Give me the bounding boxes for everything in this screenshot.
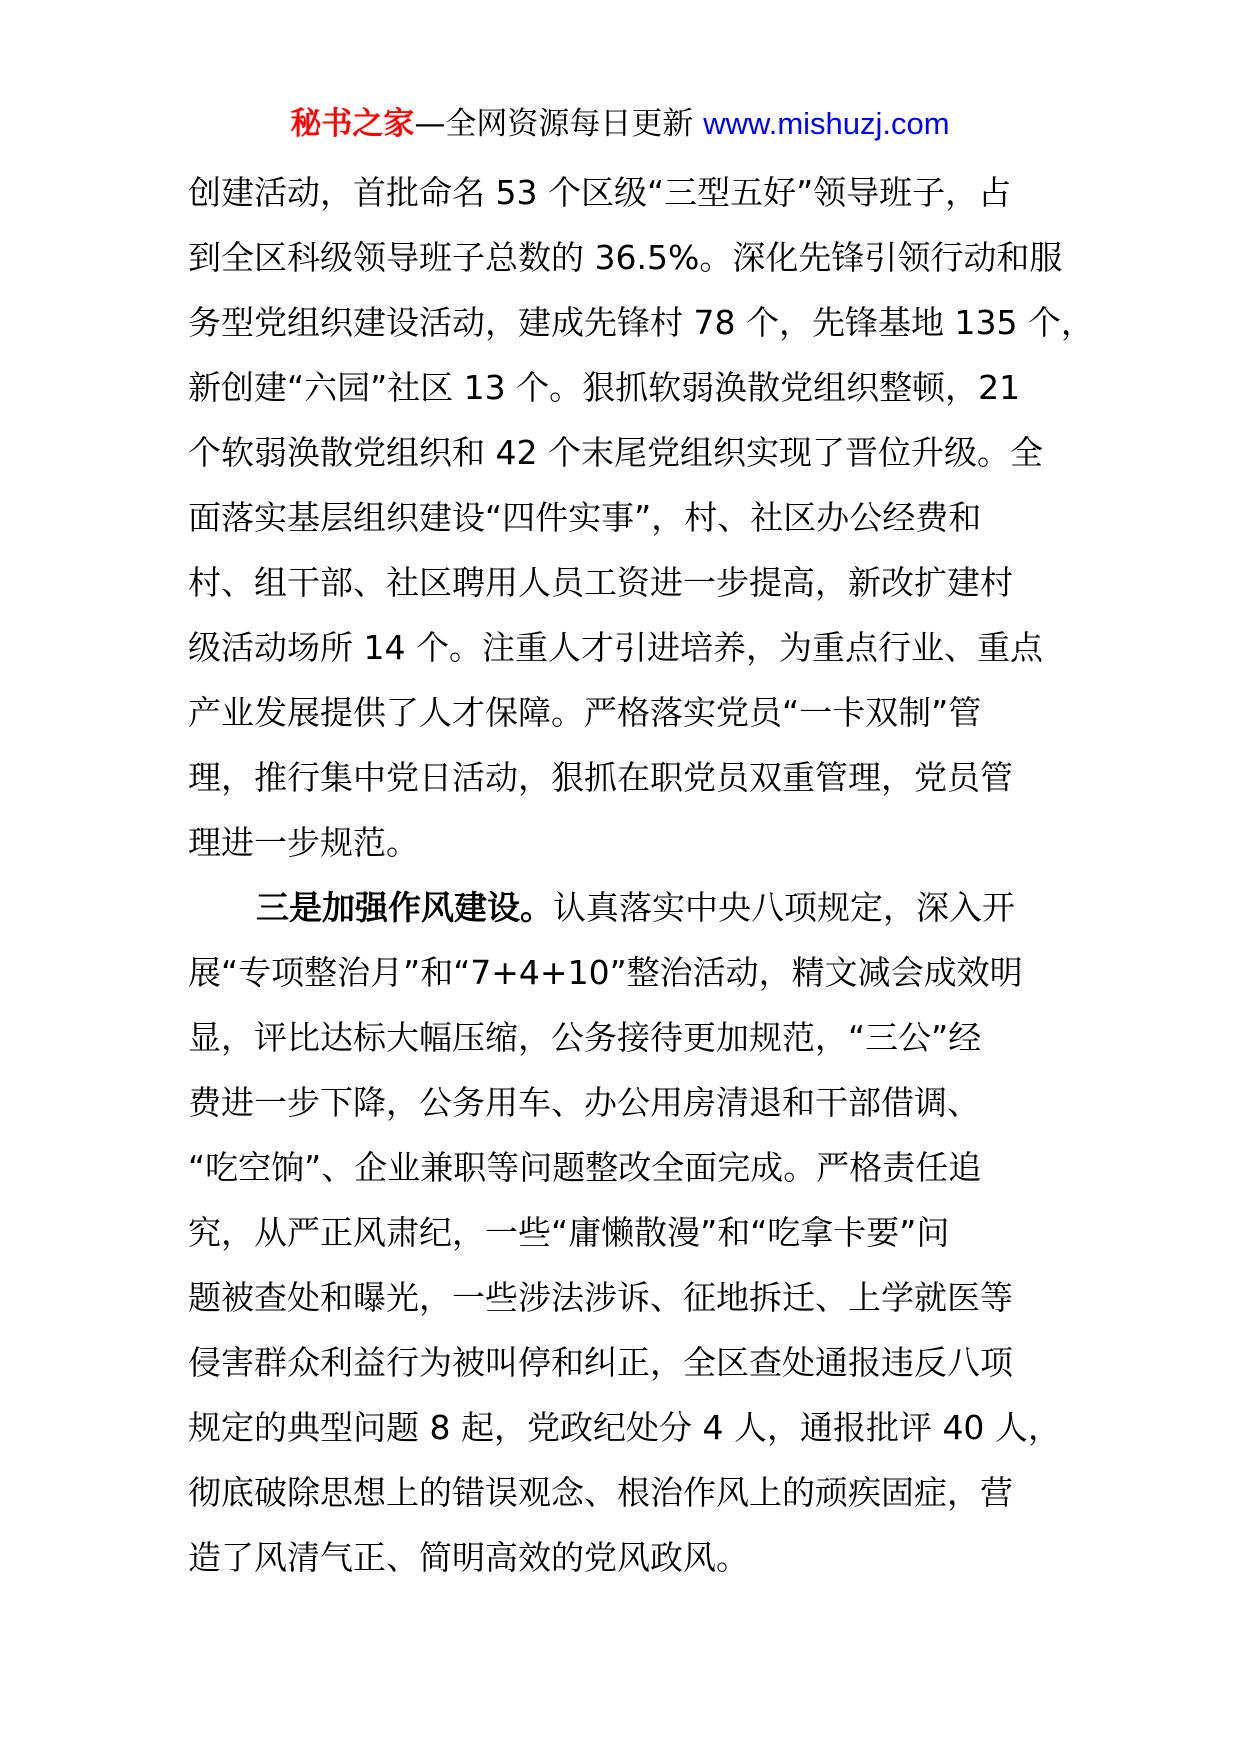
text-line: 面落实基层组织建设“四件实事”，村、社区办公经费和 bbox=[188, 498, 982, 537]
paragraph-party-organization bbox=[188, 160, 1094, 875]
text-line: 新创建“六园”社区 13 个。狠抓软弱涣散党组织整顿，21 bbox=[188, 368, 1021, 407]
text-line: 规定的典型问题 8 起，党政纪处分 4 人，通报批评 40 人， bbox=[188, 1408, 1061, 1447]
text-line: 村、组干部、社区聘用人员工资进一步提高，新改扩建村 bbox=[188, 563, 1013, 602]
text-line: 展“专项整治月”和“7+4+10”整治活动，精文减会成效明 bbox=[188, 953, 1023, 992]
text-line: 究，从严正风肃纪，一些“庸懒散漫”和“吃拿卡要”问 bbox=[188, 1213, 950, 1252]
header-tagline: —全网资源每日更新 bbox=[414, 106, 704, 142]
text-line: 造了风清气正、简明高效的党风政风。 bbox=[188, 1538, 749, 1577]
text-line-first bbox=[188, 875, 1068, 940]
text-line: 个软弱涣散党组织和 42 个末尾党组织实现了晋位升级。全 bbox=[188, 433, 1043, 472]
text-line: 费进一步下降，公务用车、办公用房清退和干部借调、 bbox=[188, 1083, 980, 1122]
text-line: 侵害群众利益行为被叫停和纠正，全区查处通报违反八项 bbox=[188, 1343, 1013, 1382]
text-line: 产业发展提供了人才保障。严格落实党员“一卡双制”管 bbox=[188, 693, 982, 732]
header-brand: 秘书之家 bbox=[290, 106, 415, 142]
text-line: 务型党组织建设活动，建成先锋村 78 个，先锋基地 135 个， bbox=[188, 303, 1094, 342]
text-line: 彻底破除思想上的错误观念、根治作风上的顽疾固症，营 bbox=[188, 1473, 1013, 1512]
text-line: 级活动场所 14 个。注重人才引进培养，为重点行业、重点 bbox=[188, 628, 1043, 667]
page-header bbox=[0, 102, 1240, 146]
text-line: 理进一步规范。 bbox=[188, 823, 419, 862]
text-line: 到全区科级领导班子总数的 36.5%。深化先锋引领行动和服 bbox=[188, 238, 1063, 277]
text-line: 理，推行集中党日活动，狠抓在职党员双重管理，党员管 bbox=[188, 758, 1013, 797]
text-line: “吃空饷”、企业兼职等问题整改全面完成。严格责任追 bbox=[188, 1148, 982, 1187]
paragraph-work-style bbox=[188, 875, 1068, 1590]
text-line: 显，评比达标大幅压缩，公务接待更加规范，“三公”经 bbox=[188, 1018, 982, 1057]
section-heading: 三是加强作风建设。 bbox=[256, 888, 553, 927]
text-line: 创建活动，首批命名 53 个区级“三型五好”领导班子，占 bbox=[188, 173, 1012, 212]
document-body bbox=[188, 160, 1094, 1590]
text-segment: 认真落实中央八项规定，深入开 bbox=[553, 888, 1015, 927]
text-line: 题被查处和曝光，一些涉法涉诉、征地拆迁、上学就医等 bbox=[188, 1278, 1013, 1317]
header-url-link[interactable]: www.mishuzj.com bbox=[703, 106, 950, 141]
